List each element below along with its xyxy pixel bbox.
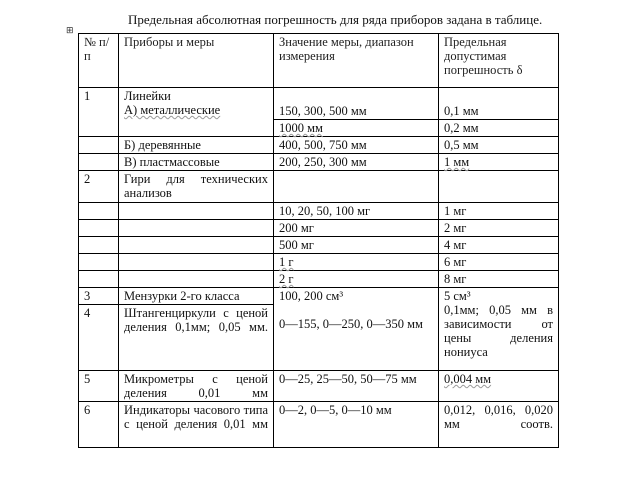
row-instrument: Микрометры с ценой деления 0,01 мм <box>119 371 274 402</box>
row-error: 1 мг <box>439 203 559 220</box>
row-error: 2 мг <box>439 220 559 237</box>
table-row <box>79 171 559 203</box>
row-subtitle: А) металлические <box>124 103 221 117</box>
table-row <box>79 220 559 237</box>
row-num: 6 <box>79 402 119 448</box>
row-error: 0,1 мм <box>439 88 559 120</box>
row-value: 0—25, 25—50, 50—75 мм <box>274 371 439 402</box>
row-num: 3 <box>79 288 119 305</box>
row-title: Линейки <box>124 89 171 103</box>
row-error: 0,2 мм <box>439 120 559 137</box>
table-row <box>79 154 559 171</box>
table-caption: Предельная абсолютная погрешность для ряда приборов задана в таблице. <box>128 12 543 27</box>
row-value: 200, 250, 300 мм <box>274 154 439 171</box>
row-value: 1 г <box>274 254 439 271</box>
row-instrument: Б) деревянные <box>119 137 274 154</box>
row-instrument: В) пластмассовые <box>119 154 274 171</box>
row-instrument: Штангенциркули с ценой деления 0,1мм; 0,05 мм. <box>119 305 274 371</box>
table-row <box>79 237 559 254</box>
header-value: Значение меры, диапазон измерения <box>274 34 439 88</box>
row-error: 0,012, 0,016, 0,020 мм соотв. <box>439 402 559 448</box>
header-error: Предельная допустимая погрешность δ <box>439 34 559 88</box>
table-header-row <box>79 34 559 88</box>
row-value: 2 г <box>274 271 439 288</box>
row-num: 5 <box>79 371 119 402</box>
row-instrument: Индикаторы часового типа с ценой деления 0,01 мм <box>119 402 274 448</box>
row-value <box>274 288 439 371</box>
instrument-error-table <box>78 33 559 448</box>
row-value-top: 100, 200 см³ <box>279 289 344 303</box>
row-instrument: Мензурки 2-го класса <box>119 288 274 305</box>
table-row <box>79 371 559 402</box>
table-row <box>79 271 559 288</box>
row-num: 1 <box>79 88 119 137</box>
header-instrument: Приборы и меры <box>119 34 274 88</box>
row-error-top: 5 см³ <box>444 289 471 303</box>
row-error: 1 мм <box>439 154 559 171</box>
table-row <box>79 203 559 220</box>
table-row <box>79 137 559 154</box>
table-row <box>79 402 559 448</box>
row-instrument <box>119 88 274 137</box>
row-error <box>439 288 559 371</box>
row-value: 150, 300, 500 мм <box>274 88 439 120</box>
table-anchor-icon[interactable]: ⊞ <box>66 26 74 36</box>
row-error: 4 мг <box>439 237 559 254</box>
table-row <box>79 254 559 271</box>
row-num: 2 <box>79 171 119 203</box>
table-row <box>79 88 559 120</box>
row-value: 400, 500, 750 мм <box>274 137 439 154</box>
row-error: 8 мг <box>439 271 559 288</box>
row-value: 1000 мм <box>274 120 439 137</box>
row-error: 0,004 мм <box>439 371 559 402</box>
row-num: 4 <box>79 305 119 371</box>
row-error: 0,5 мм <box>439 137 559 154</box>
row-error-bottom: 0,1мм; 0,05 мм в зависимости от цены деления нониуса <box>444 303 553 359</box>
row-error: 6 мг <box>439 254 559 271</box>
row-instrument: Гири для технических анализов <box>119 171 274 203</box>
row-value-bottom: 0—155, 0—250, 0—350 мм <box>279 317 423 331</box>
row-value: 500 мг <box>274 237 439 254</box>
row-value: 200 мг <box>274 220 439 237</box>
row-value: 10, 20, 50, 100 мг <box>274 203 439 220</box>
row-value: 0—2, 0—5, 0—10 мм <box>274 402 439 448</box>
table-row <box>79 288 559 305</box>
header-num: № п/п <box>79 34 119 88</box>
